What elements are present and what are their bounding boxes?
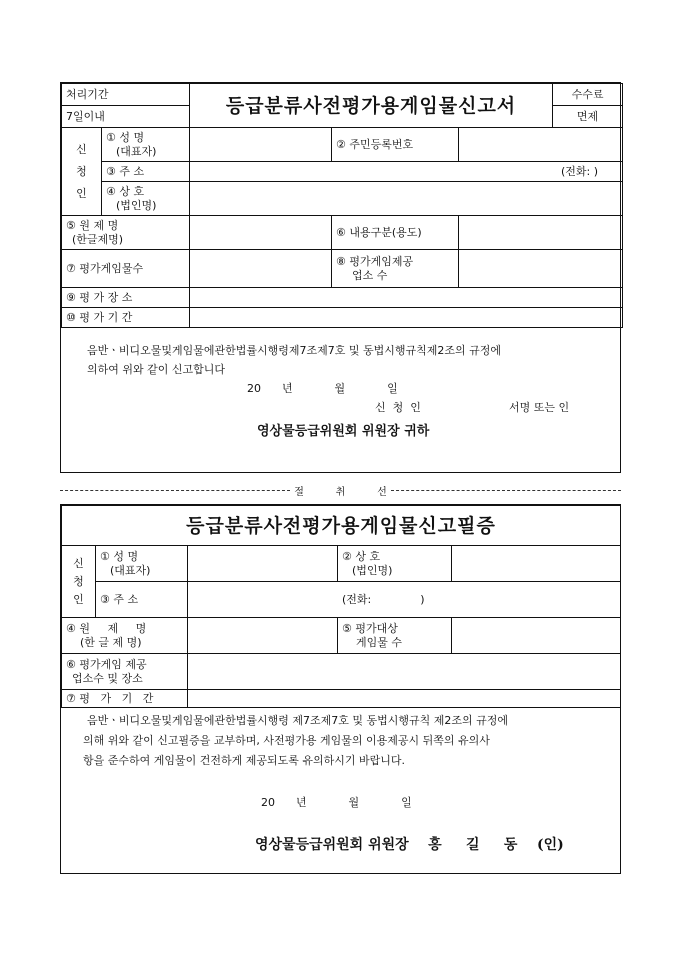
address-label: ③ 주 소 xyxy=(102,162,190,182)
cert-eval-period-field[interactable] xyxy=(188,690,621,708)
content-type-label: ⑥ 내용구분(용도) xyxy=(332,216,459,250)
cert-address-label: ③ 주 소 xyxy=(96,582,188,618)
eval-period-label: ⑩ 평 가 기 간 xyxy=(62,308,190,328)
cert-trade-name-label: ② 상 호 xyxy=(342,549,381,563)
cut-line xyxy=(60,483,621,497)
cert-name-label-cell xyxy=(96,546,188,582)
issuer: 영상물등급위원회 위원장 홍 길 동 (인) xyxy=(255,837,564,853)
cert-eval-target-label: ⑤ 평가대상 xyxy=(342,621,398,635)
original-title-field[interactable] xyxy=(190,216,332,250)
cert-name-label: ① 성 명 xyxy=(100,549,139,563)
certificate-form xyxy=(60,504,621,874)
cert-eval-provider-label-cell xyxy=(62,654,188,690)
fee-value: 면제 xyxy=(553,106,623,128)
certificate-date: 20 년 월 일 xyxy=(261,796,412,809)
trade-name-label: ④ 상 호 xyxy=(106,184,145,198)
original-title-sub-label: (한글제명) xyxy=(72,232,124,246)
declaration-date: 20 년 월 일 xyxy=(247,382,398,395)
declaration-line-2: 의하여 위와 같이 신고합니다 xyxy=(87,363,226,376)
eval-place-field[interactable] xyxy=(190,288,623,308)
notice-line-2: 의해 위와 같이 신고필증을 교부하며, 사전평가용 게임물의 이용제공시 뒤쪽의 유의사 xyxy=(83,734,490,747)
name-label-cell xyxy=(102,128,190,162)
cert-address-field[interactable] xyxy=(188,582,621,618)
cert-eval-provider-field[interactable] xyxy=(188,654,621,690)
applicant-sign-label: 신 청 인 xyxy=(375,401,421,414)
cert-eval-period-label: ⑦ 평 가 기 간 xyxy=(62,690,188,708)
resident-no-field[interactable] xyxy=(459,128,623,162)
phone-label: (전화: ) xyxy=(560,164,599,178)
cert-trade-name-label-cell xyxy=(338,546,452,582)
cert-name-sub-label: (대표자) xyxy=(110,563,151,577)
report-form xyxy=(60,82,621,473)
cert-name-field[interactable] xyxy=(188,546,338,582)
cert-original-title-sub-label: (한 글 제 명) xyxy=(80,635,142,649)
report-form-title: 등급분류사전평가용게임물신고서 xyxy=(190,84,553,128)
resident-no-label: ② 주민등록번호 xyxy=(332,128,459,162)
name-sub-label: (대표자) xyxy=(116,144,157,158)
eval-game-count-field[interactable] xyxy=(190,250,332,288)
cut-line-text: 절 취 선 xyxy=(294,486,387,498)
notice-line-1: 음반ㆍ비디오물및게임물에관한법률시행령 제7조제7호 및 동법시행규칙 제2조의 규정에 xyxy=(87,714,509,727)
cert-eval-provider-label: ⑥ 평가게임 제공 xyxy=(66,657,147,671)
processing-period-value: 7일이내 xyxy=(62,106,190,128)
eval-period-field[interactable] xyxy=(190,308,623,328)
original-title-label-cell xyxy=(62,216,190,250)
processing-period-label: 처리기간 xyxy=(62,84,190,106)
cert-eval-target-field[interactable] xyxy=(452,618,621,654)
cert-original-title-label: ④ 원 제 명 xyxy=(66,621,147,635)
cert-phone-label: (전화: ) xyxy=(342,592,425,606)
cert-trade-name-sub-label: (법인명) xyxy=(352,563,393,577)
certificate-form-table xyxy=(61,505,621,708)
original-title-label: ⑤ 원 제 명 xyxy=(66,218,119,232)
cert-eval-provider-sub-label: 업소수 및 장소 xyxy=(72,671,143,685)
eval-provider-sub-label: 업소 수 xyxy=(352,268,388,282)
eval-provider-label: ⑧ 평가게임제공 xyxy=(336,254,414,268)
fee-label: 수수료 xyxy=(553,84,623,106)
cut-line-dash-left xyxy=(60,490,290,491)
eval-provider-field[interactable] xyxy=(459,250,623,288)
content-type-field[interactable] xyxy=(459,216,623,250)
notice-line-3: 항을 준수하여 게임물이 건전하게 제공되도록 유의하시기 바랍니다. xyxy=(83,754,406,767)
eval-place-label: ⑨ 평 가 장 소 xyxy=(62,288,190,308)
address-field[interactable] xyxy=(190,162,623,182)
eval-game-count-label: ⑦ 평가게임물수 xyxy=(62,250,190,288)
cert-eval-target-label-cell xyxy=(338,618,452,654)
trade-name-field[interactable] xyxy=(190,182,623,216)
trade-name-label-cell xyxy=(102,182,190,216)
cert-eval-target-sub-label: 게임물 수 xyxy=(356,635,403,649)
sign-or-seal-label: 서명 또는 인 xyxy=(509,401,570,414)
name-field[interactable] xyxy=(190,128,332,162)
declaration-section xyxy=(61,328,620,454)
applicant-label: 신 청 인 xyxy=(62,128,102,216)
cert-original-title-label-cell xyxy=(62,618,188,654)
eval-provider-label-cell xyxy=(332,250,459,288)
cert-applicant-label: 신 청 인 xyxy=(62,546,96,618)
trade-name-sub-label: (법인명) xyxy=(116,198,157,212)
certificate-form-title: 등급분류사전평가용게임물신고필증 xyxy=(62,506,621,546)
cert-trade-name-field[interactable] xyxy=(452,546,621,582)
cut-line-dash-right xyxy=(391,490,621,491)
declaration-line-1: 음반ㆍ비디오물및게임물에관한법률시행령제7조제7호 및 동법시행규칙제2조의 규정에 xyxy=(87,344,502,357)
cert-original-title-field[interactable] xyxy=(188,618,338,654)
notice-section xyxy=(61,708,620,872)
name-label: ① 성 명 xyxy=(106,130,145,144)
report-form-table xyxy=(61,83,623,328)
addressee: 영상물등급위원회 위원장 귀하 xyxy=(257,424,430,439)
